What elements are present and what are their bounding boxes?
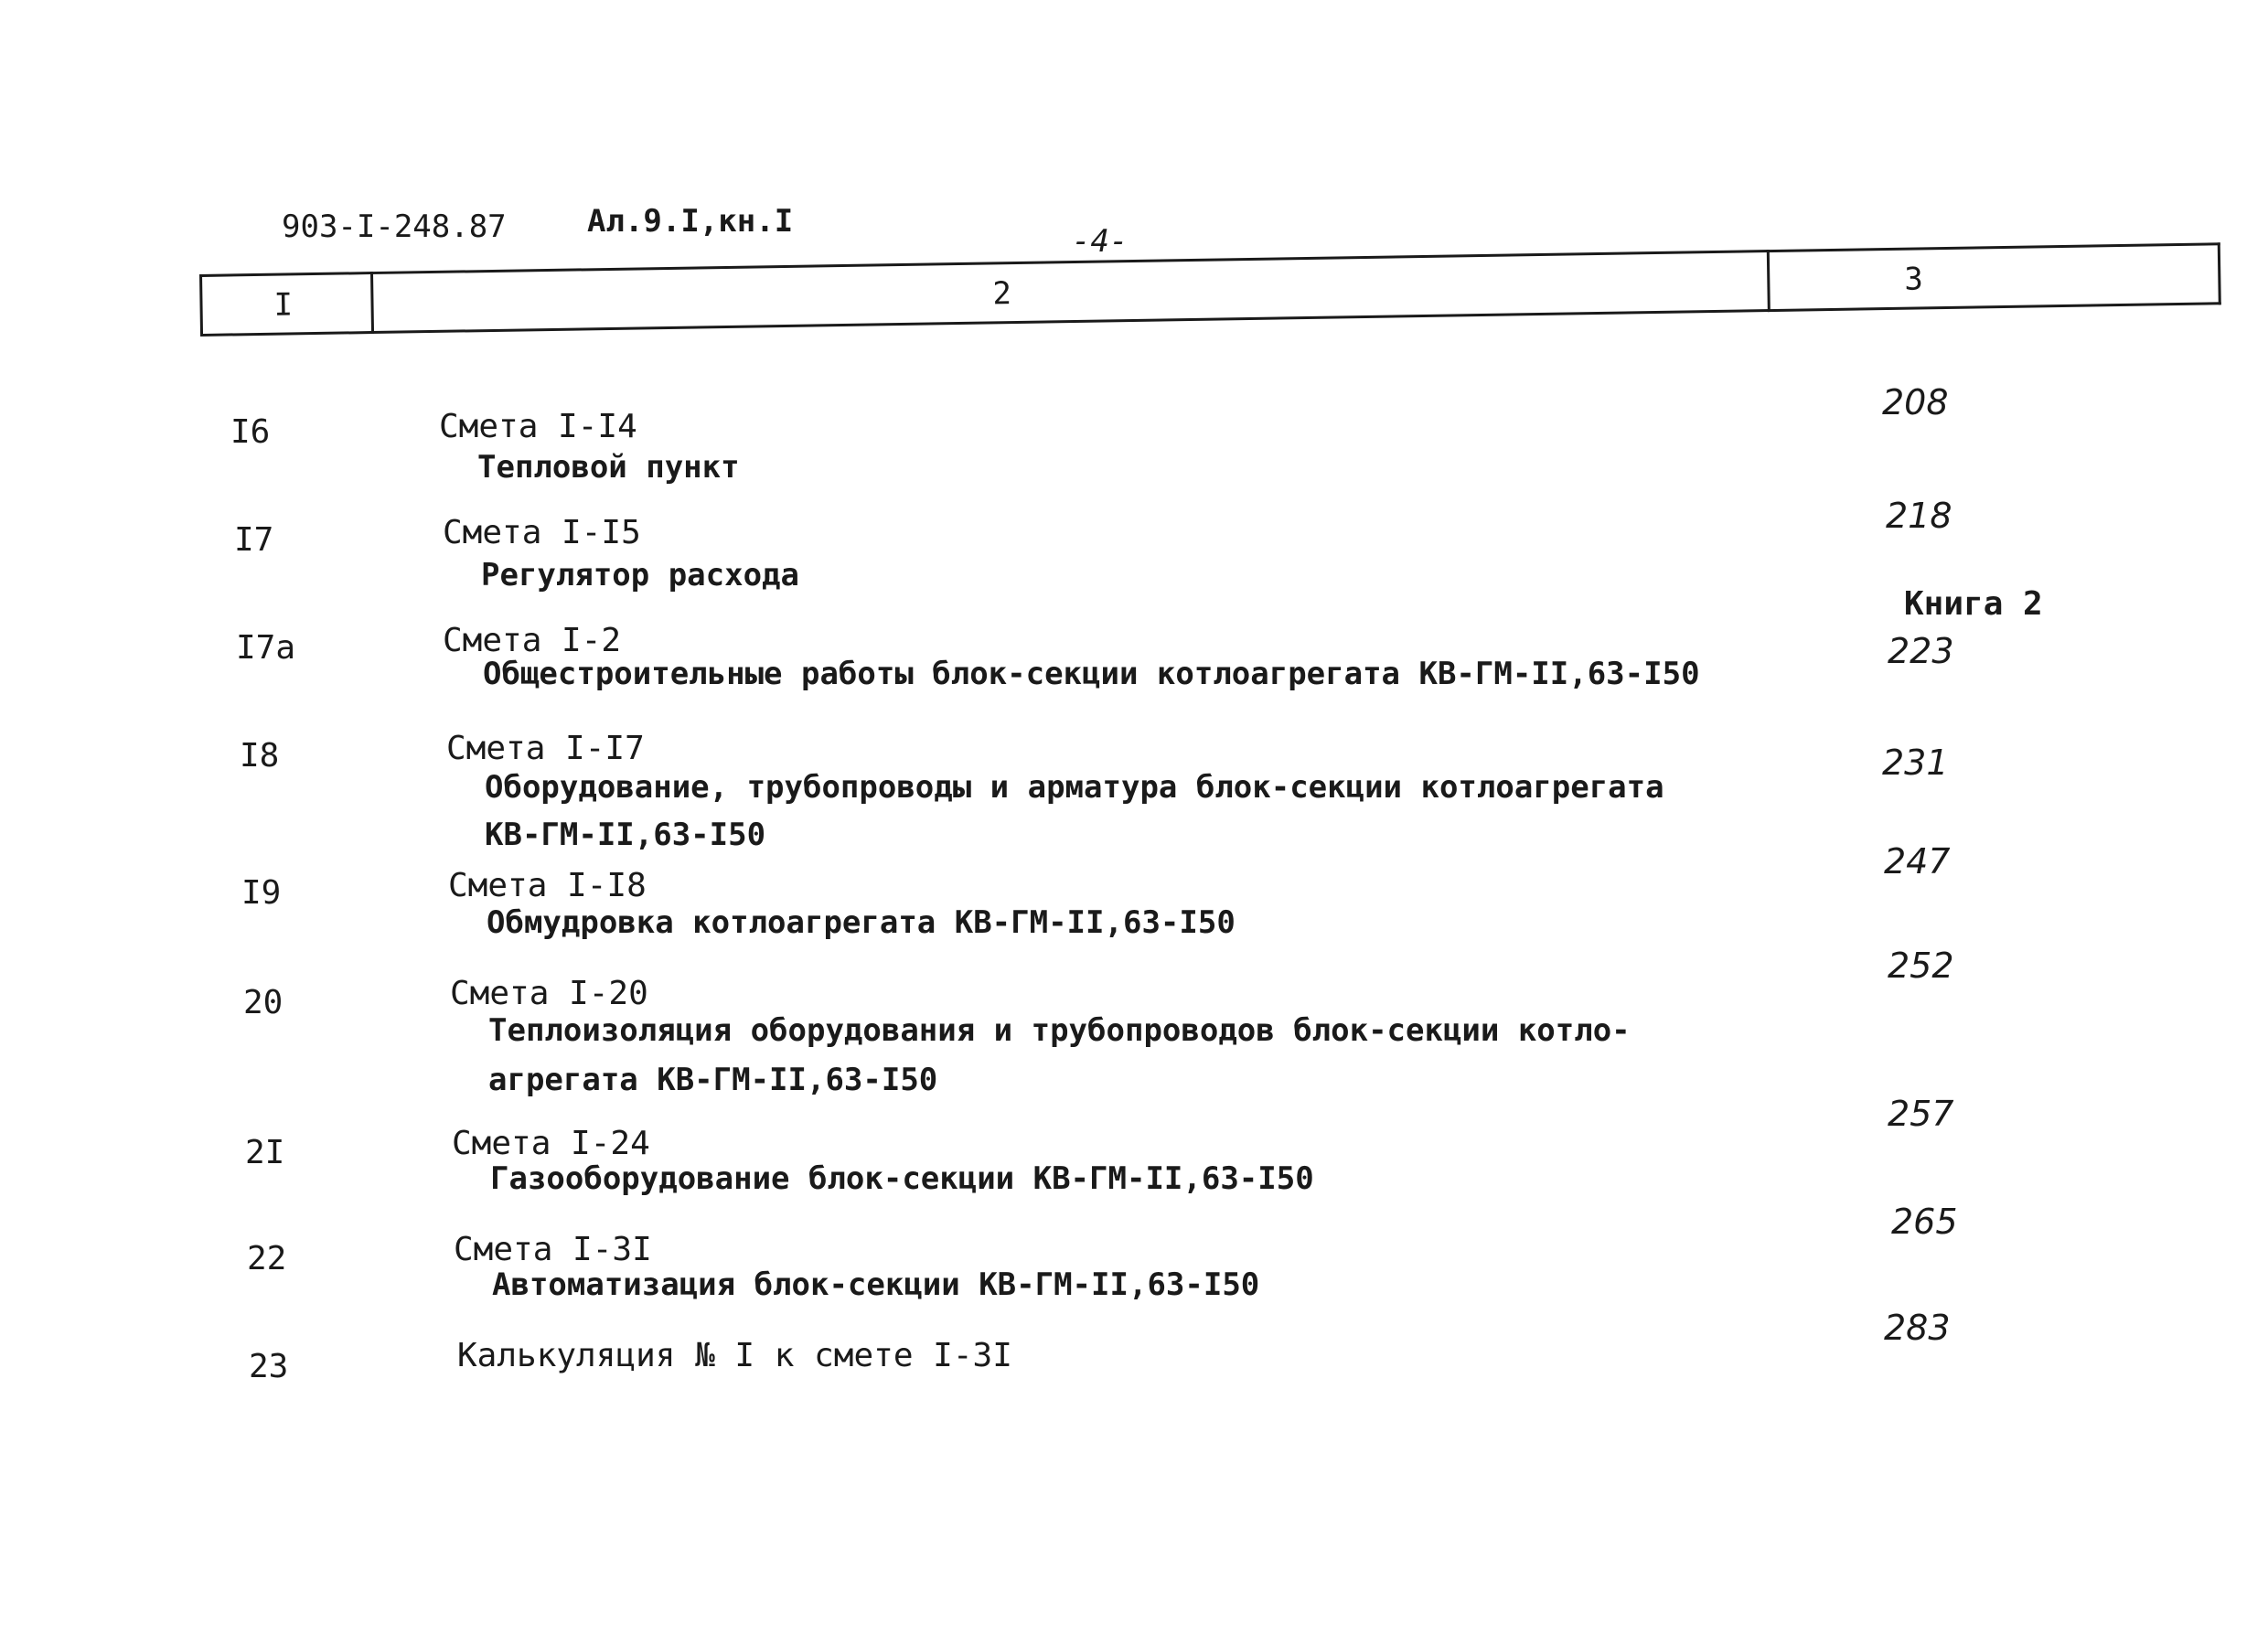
row-description: Автоматизация блок-секции КВ-ГМ-II,63-I50 [492,1266,1260,1303]
row-description-cont: КВ-ГМ-II,63-I50 [485,817,766,853]
row-number: I9 [241,874,282,912]
row-title: Смета I-I4 [439,408,637,445]
row-page: 252 [1888,946,1954,986]
row-description: Газооборудование блок-секции КВ-ГМ-II,63-I50 [490,1160,1314,1197]
row-number: I7а [236,629,296,667]
row-title: Смета I-3I [454,1231,652,1268]
book-label: Книга 2 [1904,585,2043,623]
document-code: 903-I-248.87 [282,208,507,245]
column-header-1-label: I [273,286,294,324]
row-number: I8 [240,737,280,775]
row-number: I6 [230,413,271,451]
row-title: Смета I-2 [443,622,622,659]
row-description: Обмудровка котлоагрегата КВ-ГМ-II,63-I50 [487,904,1236,941]
row-page: 208 [1882,382,1949,422]
row-number: 22 [247,1240,287,1277]
column-header-2-label: 2 [992,275,1012,313]
row-title: Смета I-24 [452,1125,650,1162]
row-title: Смета I-20 [450,975,648,1012]
row-title: Смета I-I7 [446,730,645,767]
column-header-3-label: 3 [1904,261,1924,298]
row-description: Тепловой пункт [477,449,740,486]
row-title: Смета I-I8 [448,867,647,904]
page-number: -4- [1072,223,1129,260]
row-number: 23 [249,1348,289,1385]
row-description-cont: агрегата КВ-ГМ-II,63-I50 [488,1062,938,1098]
row-description: Оборудование, трубопроводы и арматура блок-секции котлоагрегата [485,769,1664,806]
row-number: 2I [245,1134,285,1171]
column-header-3 [1767,242,2221,312]
column-header-2 [370,250,1771,334]
column-header-1 [199,272,374,337]
row-number: I7 [234,521,274,559]
row-page: 257 [1888,1094,1954,1134]
row-page: 218 [1886,496,1952,536]
column-header-strip [199,242,2221,337]
row-title: Смета I-I5 [443,514,641,551]
row-description: Регулятор расхода [481,557,799,593]
row-page: 283 [1884,1308,1951,1348]
row-description: Теплоизоляция оборудования и трубопроводов блок-секции котло- [488,1012,1631,1049]
row-title: Калькуляция № I к смете I-3I [457,1337,1012,1374]
row-page: 231 [1882,743,1949,783]
document-reference: Ал.9.I,кн.I [587,203,794,240]
row-number: 20 [243,984,284,1021]
row-page: 223 [1888,631,1954,671]
row-page: 265 [1891,1202,1958,1242]
row-page: 247 [1884,841,1951,882]
row-description: Общестроительные работы блок-секции котлоагрегата КВ-ГМ-II,63-I50 [483,656,1700,692]
